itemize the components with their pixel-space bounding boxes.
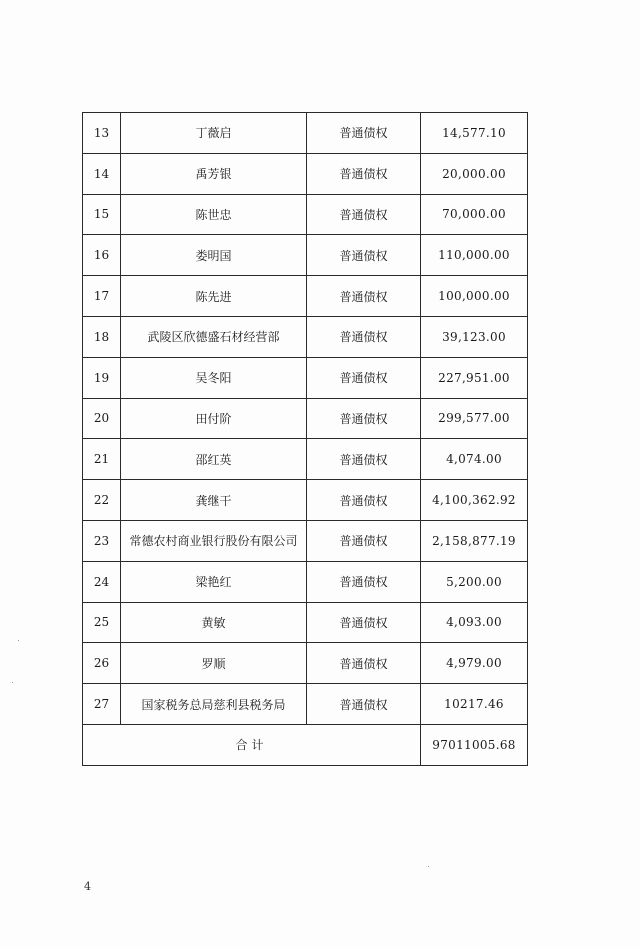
claim-amount: 4,979.00 bbox=[421, 643, 528, 684]
row-number: 15 bbox=[83, 194, 121, 235]
creditor-name: 禹芳银 bbox=[121, 153, 307, 194]
creditor-name: 常德农村商业银行股份有限公司 bbox=[121, 520, 307, 561]
table-row bbox=[83, 153, 528, 194]
table-row bbox=[83, 316, 528, 357]
row-number: 22 bbox=[83, 480, 121, 521]
claim-type: 普通债权 bbox=[307, 398, 421, 439]
creditor-name: 梁艳红 bbox=[121, 561, 307, 602]
claim-type: 普通债权 bbox=[307, 113, 421, 154]
claim-amount: 110,000.00 bbox=[421, 235, 528, 276]
total-row bbox=[83, 724, 528, 765]
claim-type: 普通债权 bbox=[307, 276, 421, 317]
table-row bbox=[83, 643, 528, 684]
total-label: 合计 bbox=[83, 724, 421, 765]
table-row bbox=[83, 480, 528, 521]
table-row bbox=[83, 357, 528, 398]
row-number: 14 bbox=[83, 153, 121, 194]
row-number: 18 bbox=[83, 316, 121, 357]
claim-amount: 100,000.00 bbox=[421, 276, 528, 317]
creditor-name: 国家税务总局慈利县税务局 bbox=[121, 684, 307, 725]
claim-type: 普通债权 bbox=[307, 480, 421, 521]
claim-type: 普通债权 bbox=[307, 561, 421, 602]
claim-amount: 14,577.10 bbox=[421, 113, 528, 154]
table-row bbox=[83, 276, 528, 317]
creditor-name: 邵红英 bbox=[121, 439, 307, 480]
table-row bbox=[83, 113, 528, 154]
creditor-name: 田付阶 bbox=[121, 398, 307, 439]
table-row bbox=[83, 602, 528, 643]
claim-amount: 20,000.00 bbox=[421, 153, 528, 194]
row-number: 26 bbox=[83, 643, 121, 684]
claim-amount: 39,123.00 bbox=[421, 316, 528, 357]
row-number: 21 bbox=[83, 439, 121, 480]
row-number: 24 bbox=[83, 561, 121, 602]
scan-speck bbox=[428, 866, 429, 867]
table-row bbox=[83, 439, 528, 480]
claim-amount: 227,951.00 bbox=[421, 357, 528, 398]
claim-type: 普通债权 bbox=[307, 602, 421, 643]
creditor-name: 丁薇启 bbox=[121, 113, 307, 154]
creditor-name: 陈先进 bbox=[121, 276, 307, 317]
creditor-name: 娄明国 bbox=[121, 235, 307, 276]
claim-amount: 4,100,362.92 bbox=[421, 480, 528, 521]
row-number: 20 bbox=[83, 398, 121, 439]
scan-speck bbox=[12, 682, 13, 683]
row-number: 23 bbox=[83, 520, 121, 561]
row-number: 13 bbox=[83, 113, 121, 154]
row-number: 25 bbox=[83, 602, 121, 643]
claim-amount: 299,577.00 bbox=[421, 398, 528, 439]
creditor-name: 武陵区欣德盛石材经营部 bbox=[121, 316, 307, 357]
claim-type: 普通债权 bbox=[307, 643, 421, 684]
table-row bbox=[83, 561, 528, 602]
creditor-name: 吴冬阳 bbox=[121, 357, 307, 398]
creditor-name: 黄敏 bbox=[121, 602, 307, 643]
claim-type: 普通债权 bbox=[307, 316, 421, 357]
claim-amount: 4,093.00 bbox=[421, 602, 528, 643]
claim-amount: 10217.46 bbox=[421, 684, 528, 725]
table-row bbox=[83, 398, 528, 439]
claim-type: 普通债权 bbox=[307, 439, 421, 480]
claim-type: 普通债权 bbox=[307, 194, 421, 235]
claim-amount: 2,158,877.19 bbox=[421, 520, 528, 561]
claim-amount: 5,200.00 bbox=[421, 561, 528, 602]
creditor-name: 罗顺 bbox=[121, 643, 307, 684]
row-number: 16 bbox=[83, 235, 121, 276]
row-number: 19 bbox=[83, 357, 121, 398]
claim-type: 普通债权 bbox=[307, 520, 421, 561]
table-row bbox=[83, 520, 528, 561]
claim-amount: 70,000.00 bbox=[421, 194, 528, 235]
table-row bbox=[83, 684, 528, 725]
scan-speck bbox=[18, 640, 19, 641]
total-amount: 97011005.68 bbox=[421, 724, 528, 765]
creditor-name: 龚继干 bbox=[121, 480, 307, 521]
row-number: 17 bbox=[83, 276, 121, 317]
claim-type: 普通债权 bbox=[307, 153, 421, 194]
claim-type: 普通债权 bbox=[307, 684, 421, 725]
claim-type: 普通债权 bbox=[307, 235, 421, 276]
row-number: 27 bbox=[83, 684, 121, 725]
table-row bbox=[83, 194, 528, 235]
claim-amount: 4,074.00 bbox=[421, 439, 528, 480]
page-number: 4 bbox=[84, 880, 91, 893]
creditor-claims-table bbox=[82, 112, 528, 766]
table-row bbox=[83, 235, 528, 276]
creditor-name: 陈世忠 bbox=[121, 194, 307, 235]
claim-type: 普通债权 bbox=[307, 357, 421, 398]
